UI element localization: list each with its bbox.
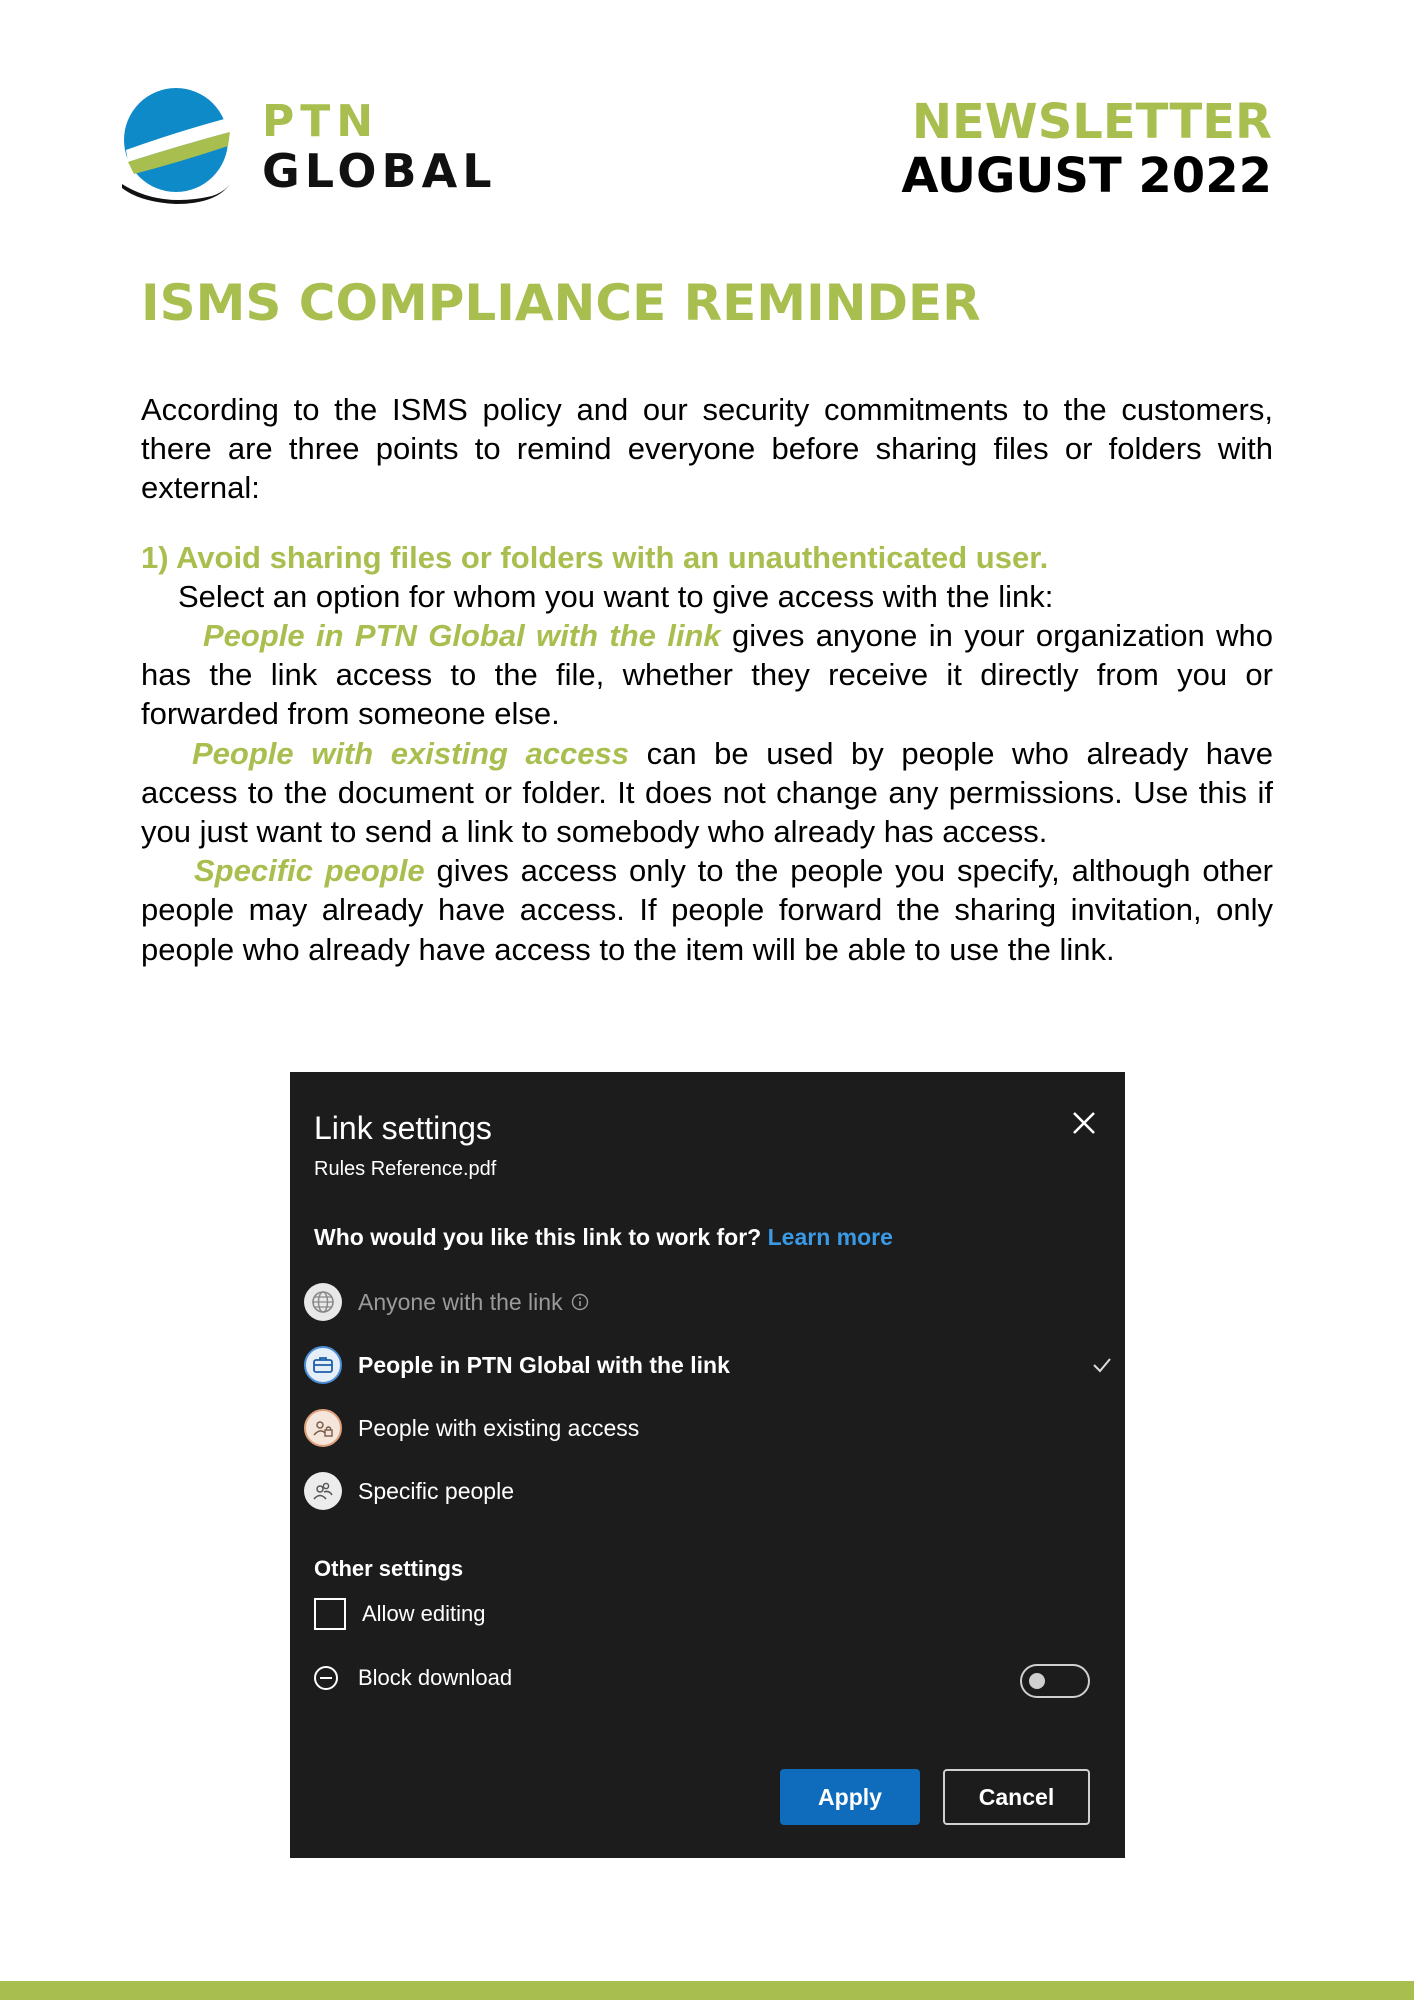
- footer-bar: [0, 1981, 1414, 2000]
- briefcase-icon: [304, 1346, 342, 1384]
- option-1-term: People in PTN Global with the link: [203, 618, 721, 654]
- block-icon: [312, 1664, 340, 1692]
- question-text: Who would you like this link to work for?: [314, 1224, 762, 1250]
- checkmark-icon: [1090, 1353, 1114, 1377]
- people-icon: [304, 1472, 342, 1510]
- option-people-in-org[interactable]: [304, 1343, 1114, 1387]
- newsletter-date: AUGUST 2022: [901, 148, 1272, 204]
- dialog-title: Link settings: [314, 1110, 492, 1146]
- other-settings-heading: Other settings: [314, 1556, 464, 1581]
- option-3-term: Specific people: [194, 853, 425, 889]
- option-specific-people[interactable]: [304, 1469, 1114, 1513]
- close-icon[interactable]: [1069, 1108, 1099, 1138]
- option-1-text: gives anyone in your organization who has the link access to the file, whether they receive it directly from you or forwarded from someone else.: [141, 618, 1273, 732]
- option-specific-people-label: Specific people: [358, 1477, 514, 1504]
- brand-line-2: GLOBAL: [262, 144, 497, 198]
- allow-editing-label: Allow editing: [362, 1601, 486, 1626]
- point-1-lead: Select an option for whom you want to give access with the link:: [178, 578, 1054, 614]
- info-icon: [571, 1293, 589, 1311]
- dialog-file-name: Rules Reference.pdf: [314, 1158, 497, 1180]
- newsletter-heading: [901, 95, 1272, 203]
- learn-more-link[interactable]: Learn more: [767, 1224, 893, 1250]
- option-people-in-org-label: People in PTN Global with the link: [358, 1351, 730, 1378]
- people-lock-icon: [304, 1409, 342, 1447]
- option-3-text: gives access only to the people you specify, although other people may already have access. If people forward the sharing invitation, only people who already have access to the item will be able to use the link.: [141, 853, 1274, 967]
- link-settings-dialog: [290, 1072, 1125, 1858]
- option-existing-access-label: People with existing access: [358, 1414, 640, 1441]
- option-anyone-label: Anyone with the link: [358, 1288, 563, 1315]
- point-1-heading: 1) Avoid sharing files or folders with an unauthenticated user.: [141, 539, 1049, 575]
- option-existing-access[interactable]: [304, 1406, 1114, 1450]
- dialog-question: [314, 1224, 893, 1251]
- article-body: [141, 390, 1273, 969]
- newsletter-label: NEWSLETTER: [911, 94, 1272, 150]
- intro-paragraph: According to the ISMS policy and our security commitments to the customers, there are three points to remind everyone before sharing files or folders with external:: [141, 392, 1273, 506]
- article-title: ISMS COMPLIANCE REMINDER: [141, 274, 981, 332]
- block-download-row: [312, 1664, 512, 1692]
- allow-editing-row[interactable]: [314, 1598, 486, 1630]
- option-3-paragraph: [141, 851, 1273, 969]
- ptn-global-logo: [120, 88, 232, 208]
- allow-editing-checkbox[interactable]: [314, 1598, 346, 1630]
- option-1-paragraph: [141, 616, 1273, 734]
- block-download-label: Block download: [358, 1665, 513, 1690]
- globe-icon: [304, 1283, 342, 1321]
- cancel-button[interactable]: Cancel: [943, 1769, 1090, 1825]
- brand-name: [262, 98, 497, 196]
- option-anyone[interactable]: [304, 1280, 1114, 1324]
- option-2-text: can be used by people who already have access to the document or folder. It does not change any permissions. Use this if you just want to send a link to somebody who already has access.: [141, 735, 1274, 850]
- block-download-toggle[interactable]: [1020, 1664, 1090, 1698]
- option-2-paragraph: [141, 734, 1273, 852]
- toggle-knob: [1029, 1673, 1045, 1689]
- brand-line-1: PTN: [262, 96, 380, 147]
- apply-button[interactable]: Apply: [780, 1769, 920, 1825]
- option-2-term: People with existing access: [192, 735, 629, 771]
